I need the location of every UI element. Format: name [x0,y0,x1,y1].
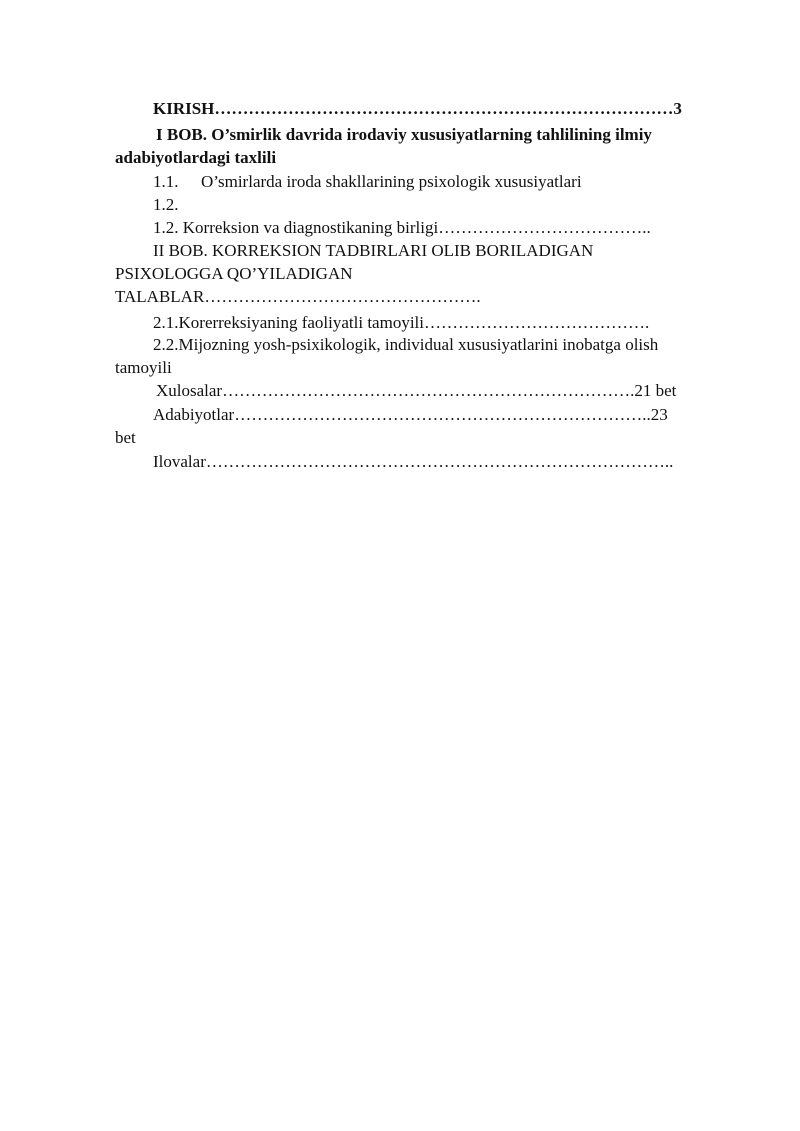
toc-section-2-1-dots: …………………………………. [424,313,650,332]
toc-entry-adabiyotlar [153,404,725,426]
toc-entry-kirish [153,98,725,120]
toc-section-1-1-number: 1.1. [153,172,179,191]
toc-kirish-title: KIRISH [153,99,215,118]
toc-ilovalar-title: Ilovalar [153,452,206,471]
toc-section-1-1 [153,171,725,193]
toc-chapter2-title-cont: PSIXOLOGGA QO’YILADIGAN [115,264,353,283]
toc-xulosalar-dots: ………………………………………………………………. [222,381,635,400]
toc-section-1-1-title: O’smirlarda iroda shakllarining psixologik xususiyatlari [201,172,582,191]
toc-section-2-2-cont: tamoyili [115,358,172,377]
toc-chapter1-title-cont: adabiyotlardagi taxlili [115,148,277,167]
toc-chapter2-title: II BOB. KORREKSION TADBIRLARI OLIB BORILADIGAN [153,241,594,260]
toc-section-1-2-number: 1.2. [153,195,179,214]
toc-chapter2-title-end [115,286,725,308]
toc-xulosalar-title: Xulosalar [156,381,223,400]
toc-adabiyotlar-page: 23 [650,405,668,424]
toc-section-1-2-title: 1.2. Korreksion va diagnostikaning birligi [153,218,439,237]
toc-section-1-2-dots: ……………………………….. [438,218,651,237]
toc-section-1-2 [153,217,725,239]
toc-section-2-1 [153,312,725,334]
toc-entry-ilovalar [153,451,725,473]
toc-xulosalar-page: 21 bet [634,381,677,400]
toc-adabiyotlar-dots: ……………………………………………………………….. [234,405,651,424]
toc-chapter2-dots: …………………………………………. [204,287,481,306]
toc-kirish-page: 3 [673,99,682,118]
toc-kirish-dots: ……………………………………………………………………… [214,99,674,118]
toc-entry-xulosalar [156,380,728,402]
toc-section-2-2: 2.2.Mijozning yosh-psixikologik, individual xususiyatlarini inobatga olish [153,335,659,354]
toc-adabiyotlar-page-suffix: bet [115,428,136,447]
toc-adabiyotlar-title: Adabiyotlar [153,405,235,424]
toc-chapter2-title-last: TALABLAR [115,287,205,306]
toc-section-2-1-title: 2.1.Korerreksiyaning faoliyatli tamoyili [153,313,424,332]
toc-chapter1-title: I BOB. O’smirlik davrida irodaviy xususiyatlarning tahlilining ilmiy [156,125,652,144]
toc-ilovalar-dots: ……………………………………………………………………….. [205,452,674,471]
